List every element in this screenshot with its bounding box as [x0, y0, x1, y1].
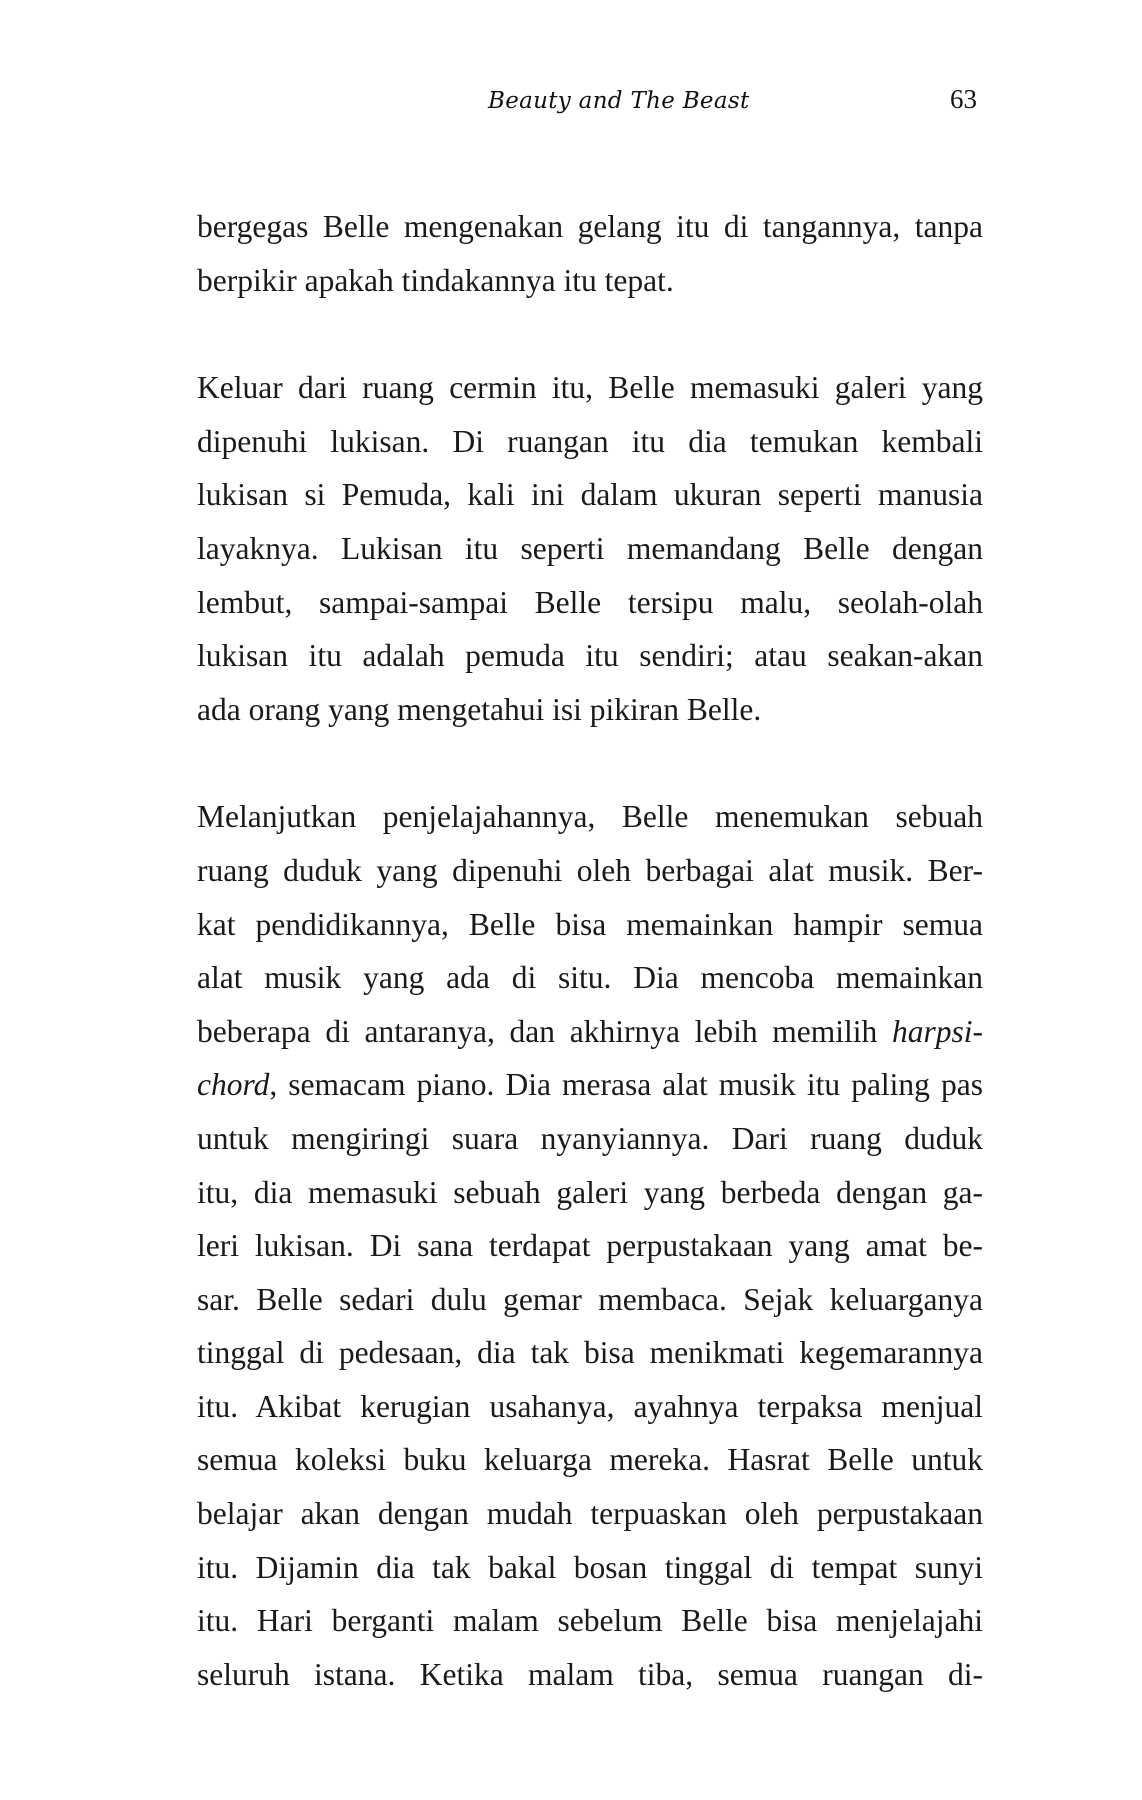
text-line: dipenuhi lukisan. Di ruangan itu dia temukan kembali [197, 423, 983, 459]
text-line: Keluar dari ruang cermin itu, Belle memasuki galeri yang [197, 370, 983, 406]
text-line: itu. Dijamin dia tak bakal bosan tinggal di tempat sunyi [197, 1549, 983, 1585]
text-line: alat musik yang ada di situ. Dia mencoba memainkan [197, 960, 983, 996]
running-header [0, 84, 1142, 124]
text-line: untuk mengiringi suara nyanyiannya. Dari ruang duduk [197, 1120, 983, 1156]
italic-term: harpsi- [891, 1013, 983, 1049]
page-number: 63 [950, 84, 977, 114]
text-line: berpikir apakah tindakannya itu tepat. [197, 262, 674, 298]
text-line: leri lukisan. Di sana terdapat perpustakaan yang amat be- [197, 1228, 983, 1264]
text-line: semua koleksi buku keluarga mereka. Hasrat Belle untuk [197, 1442, 983, 1478]
text-line: ada orang yang mengetahui isi pikiran Belle. [197, 691, 762, 727]
text-line: layaknya. Lukisan itu seperti memandang Belle dengan [197, 530, 983, 566]
text-line: tinggal di pedesaan, dia tak bisa menikmati kegemarannya [197, 1335, 983, 1371]
text-line: lukisan si Pemuda, kali ini dalam ukuran seperti manusia [197, 477, 983, 513]
running-title: Beauty and The Beast [488, 88, 750, 114]
text-line: kat pendidikannya, Belle bisa memainkan hampir semua [197, 906, 983, 942]
paragraph-3 [197, 790, 983, 1701]
text-line: itu. Hari berganti malam sebelum Belle bisa menjelajahi [197, 1603, 983, 1639]
paragraph-1 [197, 200, 983, 307]
text-line: Melanjutkan penjelajahannya, Belle menemukan sebuah [197, 799, 983, 835]
text-line-with-italic [197, 1005, 983, 1059]
text-line: sar. Belle sedari dulu gemar membaca. Sejak keluarganya [197, 1281, 983, 1317]
text-segment: beberapa di antaranya, dan akhirnya lebih memilih [197, 1013, 892, 1049]
text-line: lukisan itu adalah pemuda itu sendiri; atau seakan-akan [197, 638, 983, 674]
text-line: seluruh istana. Ketika malam tiba, semua ruangan di- [197, 1656, 983, 1692]
text-line: belajar akan dengan mudah terpuaskan oleh perpustakaan [197, 1496, 983, 1532]
text-line: itu, dia memasuki sebuah galeri yang berbeda dengan ga- [197, 1174, 983, 1210]
text-line-with-italic [197, 1058, 983, 1112]
italic-term: chord [197, 1067, 270, 1103]
text-line: lembut, sampai-sampai Belle tersipu malu, seolah-olah [197, 584, 983, 620]
text-segment: , semacam piano. Dia merasa alat musik itu paling pas [269, 1067, 983, 1103]
paragraph-2 [197, 361, 983, 736]
body-text [197, 200, 983, 1755]
text-line: ruang duduk yang dipenuhi oleh berbagai alat musik. Ber- [197, 852, 983, 888]
text-line: itu. Akibat kerugian usahanya, ayahnya terpaksa menjual [197, 1388, 983, 1424]
text-line: bergegas Belle mengenakan gelang itu di tangannya, tanpa [197, 209, 983, 244]
